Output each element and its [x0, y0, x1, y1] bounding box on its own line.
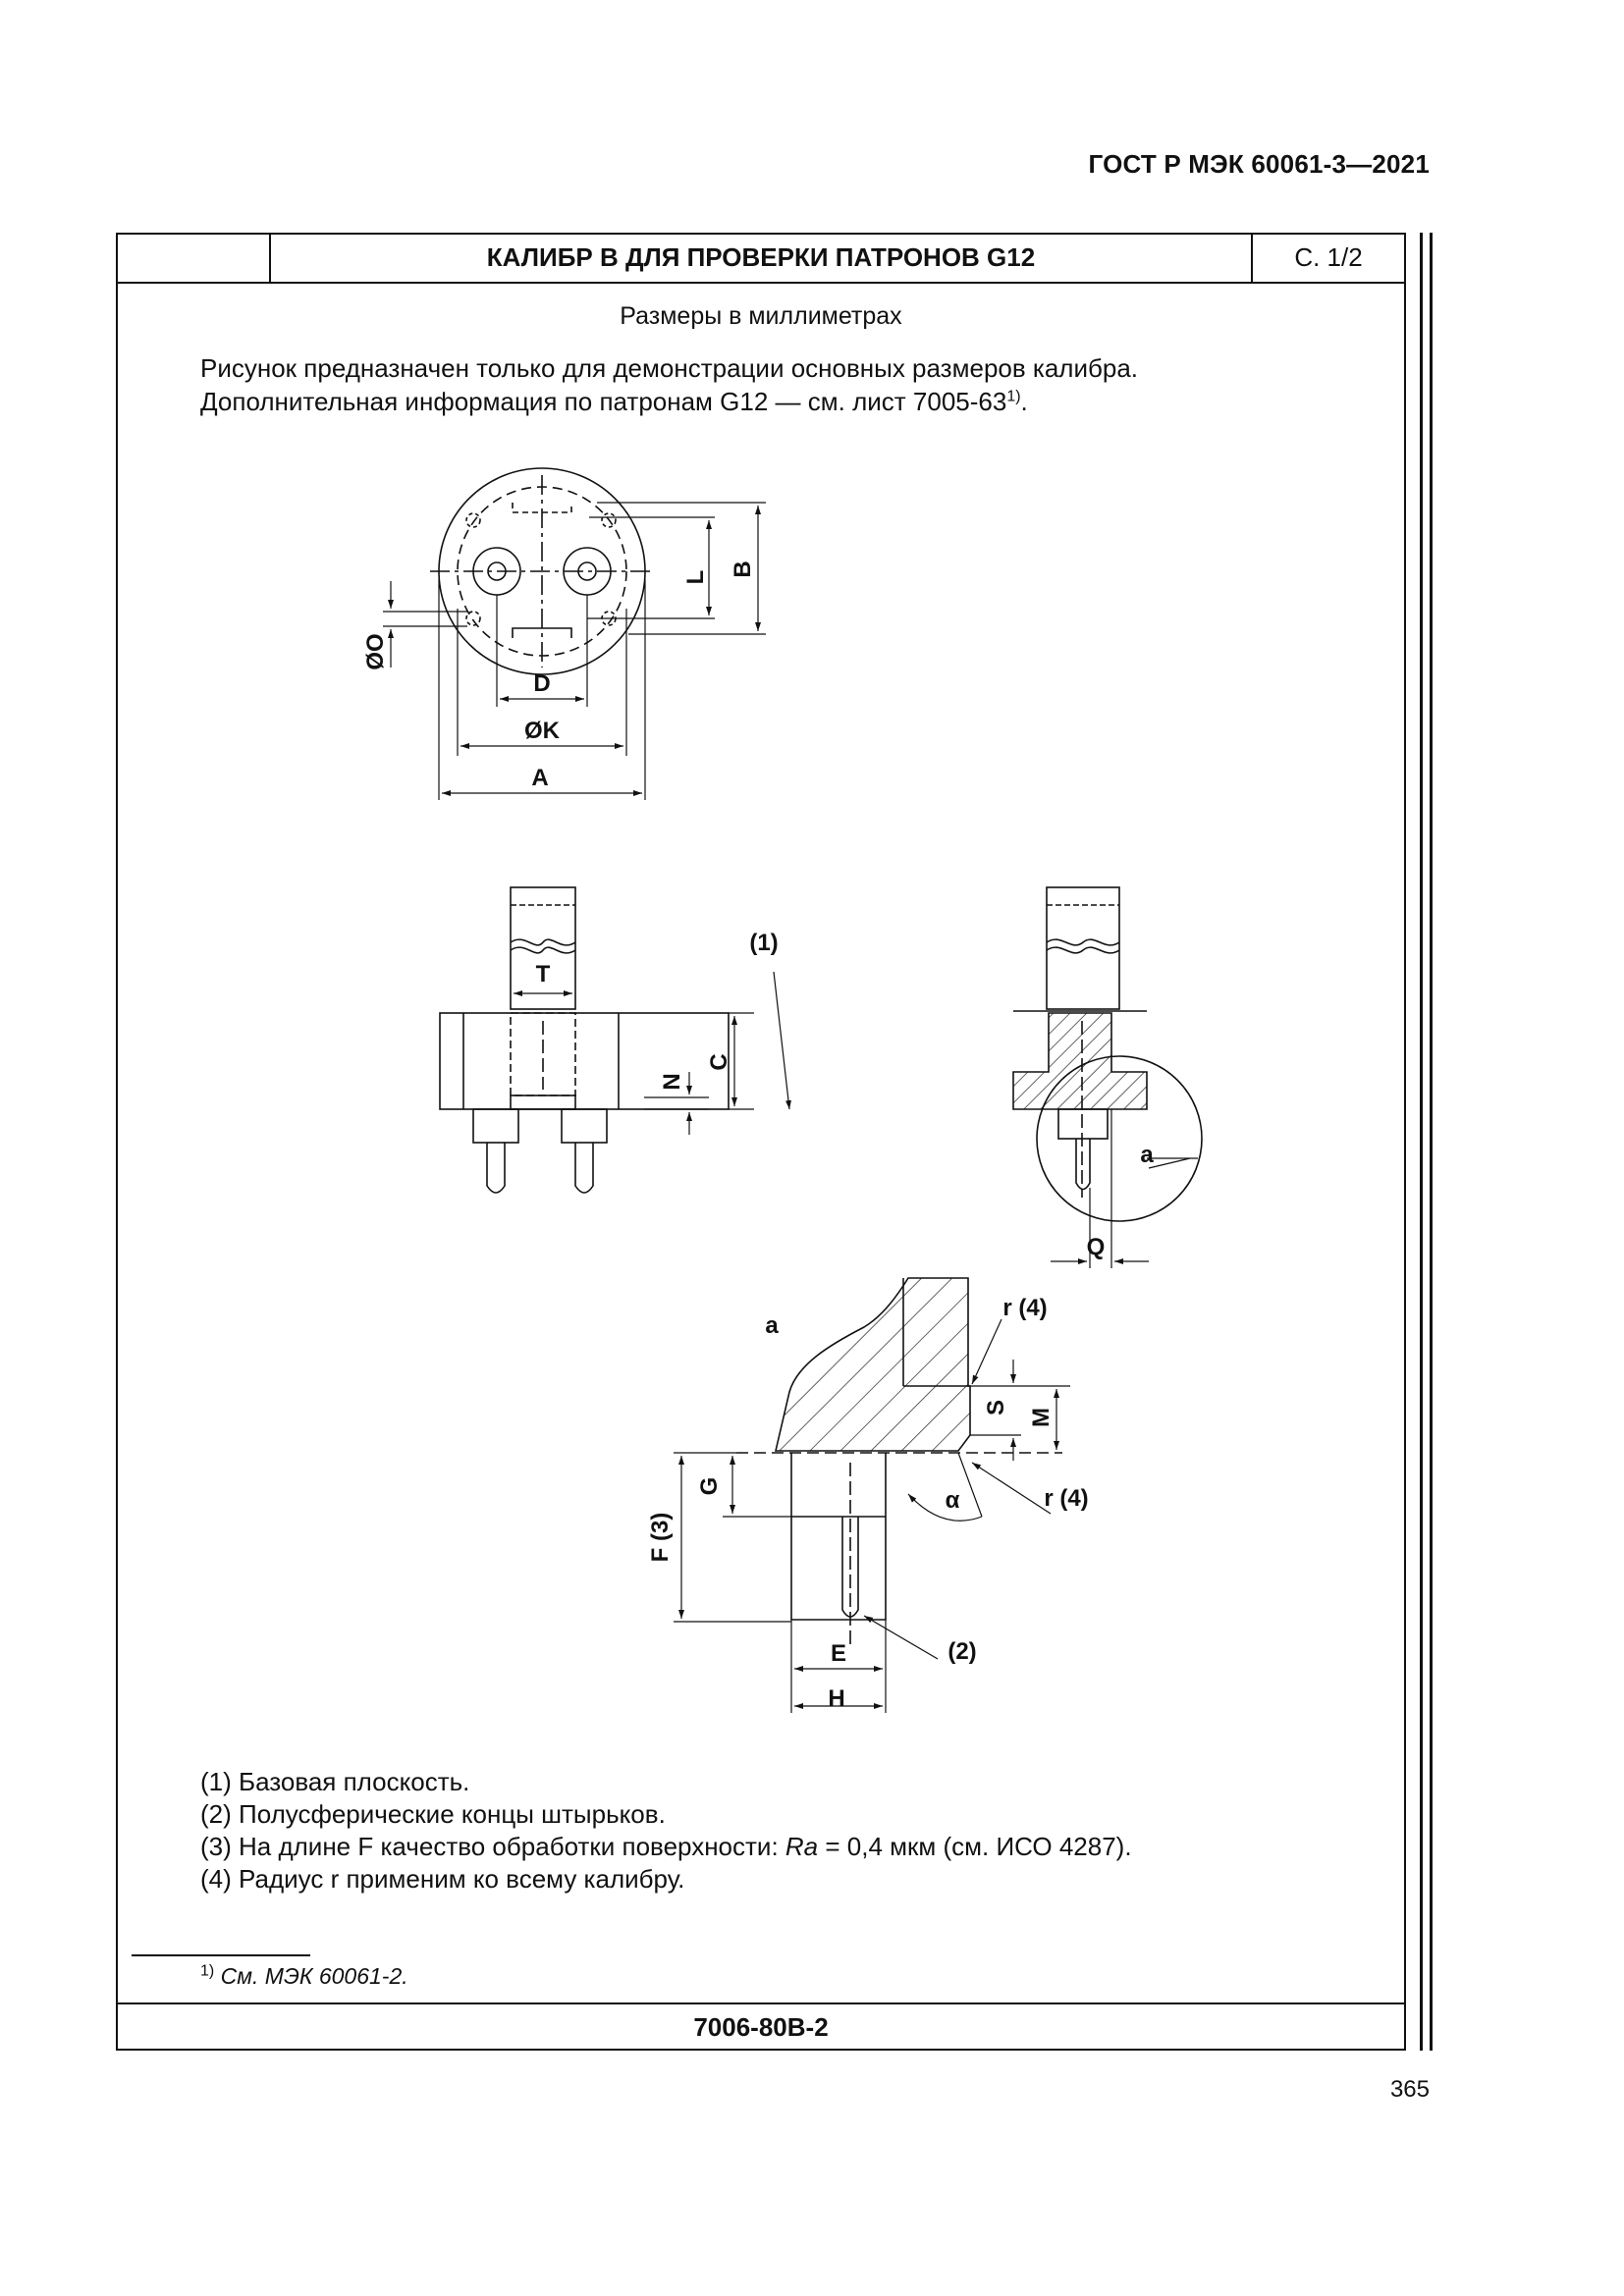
- note-3-text: На длине F качество обработки поверхности:: [239, 1832, 785, 1861]
- front-view: [440, 887, 789, 1193]
- footnote-mark: 1): [200, 1962, 215, 1980]
- label-a-detail: a: [765, 1312, 779, 1339]
- label-D: D: [533, 670, 551, 697]
- header-title: КАЛИБР B ДЛЯ ПРОВЕРКИ ПАТРОНОВ G12: [271, 233, 1253, 282]
- note-3-prefix: (3): [200, 1832, 239, 1861]
- note-2-text: Полусферические концы штырьков.: [239, 1799, 666, 1829]
- note-4-text: Радиус r применим ко всему калибру.: [239, 1864, 685, 1894]
- label-C: C: [706, 1053, 732, 1071]
- header-sheet: С. 1/2: [1294, 241, 1363, 272]
- label-diameter-K: ØK: [524, 718, 560, 744]
- page-number: 365: [1389, 2076, 1430, 2103]
- standard-id: ГОСТ Р МЭК 60061-3—2021: [1088, 149, 1430, 179]
- label-alpha: α: [945, 1487, 960, 1514]
- label-a-side: a: [1140, 1142, 1154, 1168]
- side-view: [1013, 887, 1202, 1268]
- label-B: B: [730, 561, 756, 578]
- label-A: A: [531, 765, 549, 791]
- intro-line-2-text: Дополнительная информация по патронам G12 — см. лист 7005-63: [200, 387, 1007, 416]
- label-M: M: [1028, 1408, 1055, 1427]
- note-1-prefix: (1): [200, 1767, 239, 1796]
- note-4: [200, 1864, 684, 1895]
- note-1: [200, 1767, 469, 1797]
- note-2-prefix: (2): [200, 1799, 239, 1829]
- detail-view: [674, 1278, 1070, 1713]
- footnote-ref: 1): [1006, 388, 1021, 405]
- label-E: E: [830, 1640, 847, 1667]
- footnote-text: См. МЭК 60061-2.: [214, 1963, 408, 1989]
- label-T: T: [535, 961, 551, 988]
- label-diameter-O: ØO: [362, 633, 389, 670]
- label-G: G: [696, 1476, 723, 1496]
- label-S: S: [983, 1399, 1009, 1416]
- note-1-text: Базовая плоскость.: [239, 1767, 470, 1796]
- note-4-prefix: (4): [200, 1864, 239, 1894]
- sheet-number: 7006-80B-2: [116, 2002, 1406, 2051]
- intro-line-2-end: .: [1020, 387, 1028, 416]
- footnote: [200, 1963, 408, 1990]
- intro-line-1: Рисунок предназначен только для демонстрации основных размеров калибра.: [200, 353, 1139, 383]
- label-N: N: [659, 1073, 685, 1091]
- top-view: [383, 468, 766, 800]
- label-Q: Q: [1086, 1234, 1106, 1260]
- label-H: H: [828, 1685, 845, 1712]
- label-L: L: [682, 569, 709, 585]
- footnote-rule: [132, 1954, 310, 1956]
- note-3-rest: = 0,4 мкм (см. ИСО 4287).: [818, 1832, 1132, 1861]
- label-r4-upper: r (4): [1002, 1295, 1048, 1321]
- units-note: Размеры в миллиметрах: [620, 302, 902, 330]
- label-r4-lower: r (4): [1044, 1485, 1089, 1512]
- note-3: [200, 1832, 1132, 1862]
- label-ref-2: (2): [947, 1638, 977, 1665]
- note-2: [200, 1799, 666, 1830]
- label-F3: F (3): [647, 1512, 674, 1563]
- label-ref-1: (1): [749, 930, 779, 956]
- note-3-ra: Ra: [785, 1832, 819, 1861]
